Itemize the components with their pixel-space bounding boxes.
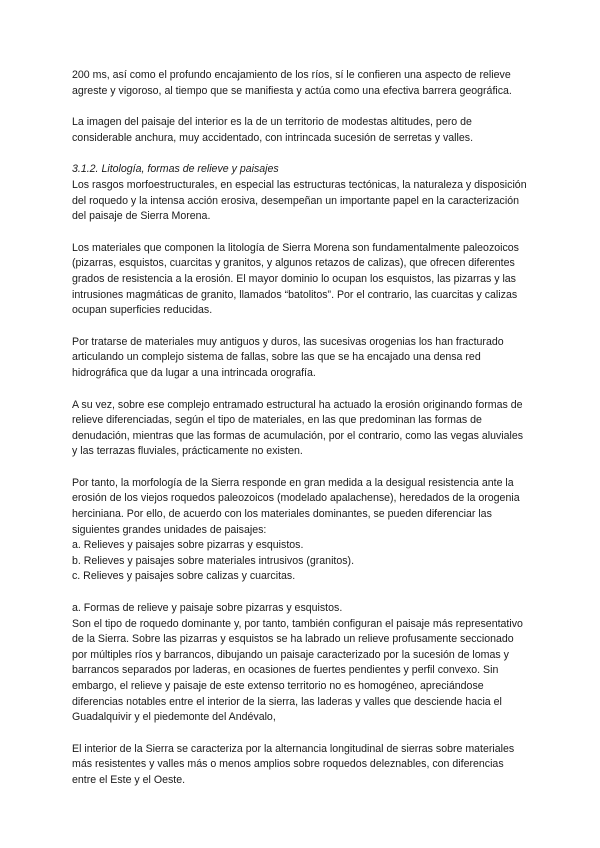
section-heading: 3.1.2. Litología, formas de relieve y paisajes [72,163,279,176]
paragraph-morphostructural: Los rasgos morfoestructurales, en especial las estructuras tectónicas, la naturaleza y disposición del roquedo y la intensa acción erosiva, desempeñan un importante papel en la caracterización del paisaje de Sierra Morena. [72,178,527,223]
paragraph-slates-schists: Son el tipo de roquedo dominante y, por tanto, también configuran el paisaje más representativo de la Sierra. Sobre las pizarras y esquistos se ha labrado un relieve profusamente seccionado por múltiples ríos y barrancos, dibujando un paisaje caracterizado por la sucesión de lomas y barrancos separados por laderas, en ocasiones de fuertes pendientes y perfil convexo. Sin embargo, el relieve y paisaje de este extenso territorio no es homogéneo, apreciándose diferencias notables entre el interior de la sierra, las laderas y valles que desciende hacia el Guadalquivir y el piedemonte del Andévalo, [72,617,523,724]
paragraph-faults: Por tratarse de materiales muy antiguos y duros, las sucesivas orogenias los han fracturado articulando un complejo sistema de fallas, sobre las que se ha encajado una densa red hidrográfica que da lugar a una intrincada orografía. [72,335,504,379]
subsection-title: a. Formas de relieve y paisaje sobre pizarras y esquistos. [72,602,343,615]
paragraph-units-intro: Por tanto, la morfología de la Sierra responde en gran medida a la desigual resistencia ante la erosión de los viejos roquedos paleozoicos (modelado apalachense), heredados de la orogenia herciniana. Por ello, de acuerdo con los materiales dominantes, se pueden diferenciar las siguientes grandes unidades de paisajes: [72,476,520,536]
list-item: c. Relieves y paisajes sobre calizas y cuarcitas. [72,570,296,583]
document-page [72,68,530,805]
paragraph-sierra-interior: El interior de la Sierra se caracteriza por la alternancia longitudinal de sierras sobre materiales más resistentes y valles más o menos amplios sobre roquedos deleznables, con diferencias entre el Este y el Oeste. [72,742,515,786]
paragraph-erosion: A su vez, sobre ese complejo entramado estructural ha actuado la erosión originando formas de relieve diferenciadas, según el tipo de materiales, en las que predominan las formas de denudación, mientras que las formas de acumulación, por el contrario, como las vegas aluviales y las terrazas fluviales, prácticamente no existen. [72,398,524,458]
list-item: b. Relieves y paisajes sobre materiales intrusivos (granitos). [72,554,355,567]
paragraph-relief: 200 ms, así como el profundo encajamiento de los ríos, sí le confieren una aspecto de relieve agreste y vigoroso, al tiempo que se manifiesta y actúa como una efectiva barrera geográfica. [72,69,512,97]
paragraph-interior-landscape: La imagen del paisaje del interior es la de un territorio de modestas altitudes, pero de considerable anchura, muy accidentado, con intrincada sucesión de serretas y valles. [72,116,474,144]
list-item: a. Relieves y paisajes sobre pizarras y esquistos. [72,539,304,552]
units-list [72,538,530,585]
paragraph-materials: Los materiales que componen la litología de Sierra Morena son fundamentalmente paleozoicos (pizarras, esquistos, cuarcitas y granitos, y algunos retazos de calizas), que ofrecen diferentes grados de resistencia a la erosión. El mayor dominio lo ocupan los esquistos, las pizarras y las intrusiones magmáticas de granito, llamados “batolitos”. Por el contrario, las cuarcitas y calizas ocupan superficies reducidas. [72,241,519,317]
